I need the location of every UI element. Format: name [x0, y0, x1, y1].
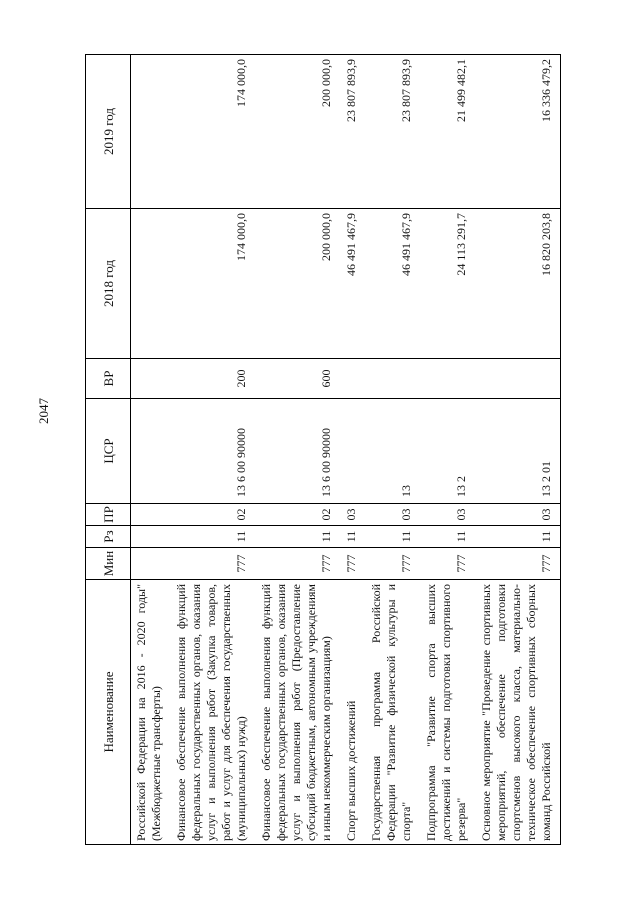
row-2018: 200 000,0 — [255, 209, 340, 359]
row-min: 777 — [475, 548, 561, 580]
row-vr: 200 — [170, 359, 255, 399]
budget-table — [85, 54, 561, 845]
row-csr: 13 2 — [420, 399, 475, 504]
row-2019: 23 807 893,9 — [365, 55, 420, 209]
row-rz: 11 — [365, 526, 420, 548]
header-pr: ПР — [86, 504, 131, 526]
table-row — [475, 55, 561, 845]
row-min: 777 — [340, 548, 365, 580]
row-rz — [131, 526, 171, 548]
header-vr: ВР — [86, 359, 131, 399]
row-pr — [131, 504, 171, 526]
table-row — [170, 55, 255, 845]
row-csr: 13 2 01 — [475, 399, 561, 504]
row-name: Основное мероприятие "Проведение спортивных мероприятий, обеспечение подготовки спортсменов высокого класса, материально-техническое обеспечение спортивных сборных команд Российской — [475, 580, 561, 845]
row-name: Спорт высших достижений — [340, 580, 365, 845]
row-vr — [340, 359, 365, 399]
row-csr: 13 6 00 90000 — [255, 399, 340, 504]
row-pr: 03 — [340, 504, 365, 526]
header-csr: ЦСР — [86, 399, 131, 504]
row-vr — [365, 359, 420, 399]
row-vr: 600 — [255, 359, 340, 399]
row-csr: 13 — [365, 399, 420, 504]
row-rz: 11 — [170, 526, 255, 548]
row-rz: 11 — [340, 526, 365, 548]
row-2019: 200 000,0 — [255, 55, 340, 209]
row-2018 — [131, 209, 171, 359]
row-vr — [420, 359, 475, 399]
row-2019 — [131, 55, 171, 209]
row-csr: 13 6 00 90000 — [170, 399, 255, 504]
row-2019: 21 499 482,1 — [420, 55, 475, 209]
row-pr: 03 — [475, 504, 561, 526]
row-name: Государственная программа Российской Федерации "Развитие физической культуры и спорта" — [365, 580, 420, 845]
row-2018: 46 491 467,9 — [365, 209, 420, 359]
header-rz: Рз — [86, 526, 131, 548]
row-rz: 11 — [255, 526, 340, 548]
row-vr — [131, 359, 171, 399]
row-min — [131, 548, 171, 580]
header-row — [86, 55, 131, 845]
table-row — [340, 55, 365, 845]
page-number: 2047 — [36, 398, 51, 424]
row-pr: 02 — [255, 504, 340, 526]
table-row — [255, 55, 340, 845]
row-name: Подпрограмма "Развитие спорта высших достижений и системы подготовки спортивного резерва" — [420, 580, 475, 845]
row-2019: 23 807 893,9 — [340, 55, 365, 209]
row-min: 777 — [170, 548, 255, 580]
row-vr — [475, 359, 561, 399]
table-row — [420, 55, 475, 845]
row-min: 777 — [255, 548, 340, 580]
row-pr: 02 — [170, 504, 255, 526]
row-pr: 03 — [420, 504, 475, 526]
row-min: 777 — [365, 548, 420, 580]
table-row — [131, 55, 171, 845]
row-name: Российской Федерации на 2016 - 2020 годы" (Межбюджетные трансферты) — [131, 580, 171, 845]
header-2019: 2019 год — [86, 55, 131, 209]
header-min: Мин — [86, 548, 131, 580]
table-row — [365, 55, 420, 845]
row-2018: 16 820 203,8 — [475, 209, 561, 359]
row-2018: 46 491 467,9 — [340, 209, 365, 359]
row-name: Финансовое обеспечение выполнения функций федеральных государственных органов, оказания услуг и выполнения работ (Закупка товаров, работ и услуг для обеспечения государственных (муниципальных) нужд) — [170, 580, 255, 845]
row-2019: 174 000,0 — [170, 55, 255, 209]
rotated-page-content — [85, 55, 605, 845]
header-name: Наименование — [86, 580, 131, 845]
row-csr — [340, 399, 365, 504]
row-name: Финансовое обеспечение выполнения функций федеральных государственных органов, оказания услуг и выполнения работ (Предоставление субсидий бюджетным, автономным учреждениям и иным некоммерческим организациям) — [255, 580, 340, 845]
row-rz: 11 — [420, 526, 475, 548]
row-csr — [131, 399, 171, 504]
header-2018: 2018 год — [86, 209, 131, 359]
row-2018: 24 113 291,7 — [420, 209, 475, 359]
row-pr: 03 — [365, 504, 420, 526]
row-2018: 174 000,0 — [170, 209, 255, 359]
row-2019: 16 336 479,2 — [475, 55, 561, 209]
row-rz: 11 — [475, 526, 561, 548]
row-min: 777 — [420, 548, 475, 580]
